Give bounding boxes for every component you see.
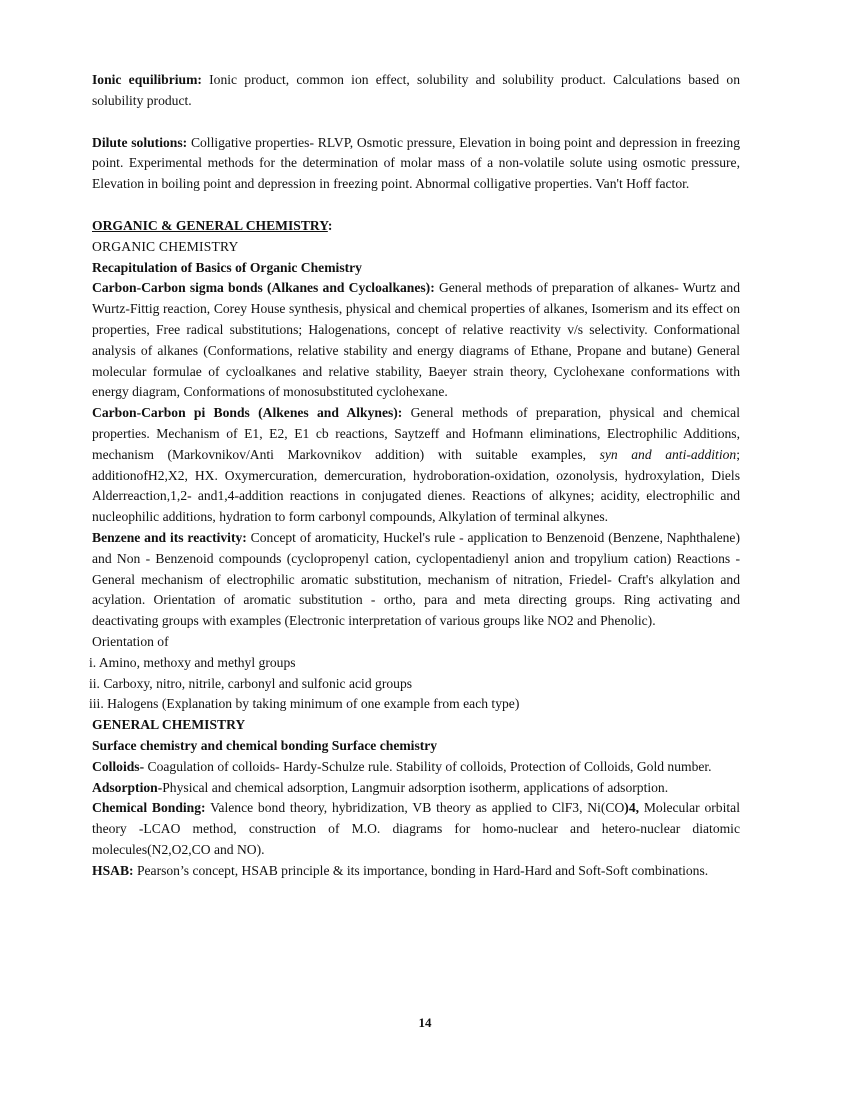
ionic-equilibrium-text: Ionic product, common ion effect, solubility and solubility product. Calculations based on solubility product. [92,72,741,108]
adsorption-text: Physical and chemical adsorption, Langmuir adsorption isotherm, applications of adsorption. [162,779,669,795]
orientation-of-line: Orientation of [92,633,169,649]
hsab-text: Pearson’s concept, HSAB principle & its importance, bonding in Hard-Hard and Soft-Soft combinations. [133,862,709,878]
chemical-bonding-label: Chemical Bonding: [92,800,206,816]
adsorption-label: Adsorption- [92,779,163,795]
chemical-bonding-text-b: Molecular orbital theory -LCAO method, construction of M.O. diagrams for homo-nuclear and hetero-nuclear diatomic molecules(N2,O2,CO and NO). [92,800,740,857]
organic-chemistry-heading: ORGANIC CHEMISTRY [92,238,239,254]
section-title: ORGANIC & GENERAL CHEMISTRY [92,217,328,233]
ionic-equilibrium-label: Ionic equilibrium: [92,72,202,87]
dilute-solutions-paragraph [92,133,740,195]
sigma-bonds-paragraph [92,278,740,403]
colloids-text: Coagulation of colloids- Hardy-Schulze rule. Stability of colloids, Protection of Colloids, Gold number. [144,758,712,774]
ionic-equilibrium-paragraph [92,70,740,112]
colloids-paragraph [92,757,740,778]
dilute-solutions-label: Dilute solutions: [92,134,188,150]
chemical-bonding-text-a: Valence bond theory, hybridization, VB theory as applied to ClF3, Ni(CO [205,800,625,816]
chemical-bonding-bold-mid: )4, [624,800,640,816]
benzene-label: Benzene and its reactivity: [92,529,247,545]
benzene-paragraph [92,528,740,632]
general-chemistry-heading: GENERAL CHEMISTRY [92,717,246,733]
pi-bonds-text-a: General methods of preparation, physical and chemical properties. Mechanism of E1, E2, E1 cb reactions, Saytzeff and Hofmann eliminations, Electrophilic Additions, mechanism (Markovnikov/Anti Markovnikov addition) with suitable examples, [92,405,740,462]
chemical-bonding-paragraph [92,798,740,860]
colloids-label: Colloids- [92,758,145,774]
pi-bonds-label: Carbon-Carbon pi Bonds (Alkenes and Alkynes): [92,405,403,421]
section-heading [92,216,740,237]
adsorption-paragraph [92,778,740,799]
hsab-paragraph [92,861,740,882]
section-colon: : [327,217,333,233]
document-page [89,70,741,881]
recap-heading: Recapitulation of Basics of Organic Chemistry [92,259,362,275]
orientation-item: ii. Carboxy, nitro, nitrile, carbonyl and sulfonic acid groups [89,675,413,691]
surface-chemistry-heading: Surface chemistry and chemical bonding Surface chemistry [92,737,438,753]
benzene-text: Concept of aromaticity, Huckel's rule - application to Benzenoid (Benzene, Naphthalene) and Non - Benzenoid compounds (cyclopropenyl cation, cyclopentadienyl anion and tropylium cation) Reactions - General mechanism of electrophilic aromatic substitution, mechanism of nitration, Friedel- Craft's alkylation and acylation. Orientation of aromatic substitution - ortho, para and meta directing groups. Ring activating and deactivating groups with examples (Electronic interpretation of various groups like NO2 and Phenolic). [92,529,740,629]
dilute-solutions-text: Colligative properties- RLVP, Osmotic pressure, Elevation in boing point and depression in freezing point. Experimental methods for the determination of molar mass of a non-volatile solute using osmotic pressure, Elevation in boiling point and depression in freezing point. Abnormal colligative properties. Van't Hoff factor. [92,134,741,192]
pi-bonds-text-b: ; additionofH2,X2, HX. Oxymercuration, demercuration, hydroboration-oxidation, ozonolysis, hydroxylation, Diels Alderreaction,1,2- and1,4-addition reactions in conjugated dienes. Reactions of alkynes; acidity, electrophilic and nucleophilic additions, hydration to form carbonyl compounds, Alkylation of terminal alkynes. [92,446,740,525]
hsab-label: HSAB: [92,862,134,878]
sigma-bonds-text: General methods of preparation of alkanes- Wurtz and Wurtz-Fittig reaction, Corey House synthesis, physical and chemical properties of alkanes, Isomerism and its effect on properties, Free radical substitutions; Halogenations, concept of relative reactivity v/s selectivity. Conformational analysis of alkanes (Conformations, relative stability and energy diagrams of Ethane, Propane and butane) General molecular formulae of cycloalkanes and relative stability, Baeyer strain theory, Cyclohexane conformations with energy diagram, Conformations of monosubstituted cyclohexane. [92,280,740,400]
page-number: 14 [418,1015,432,1030]
pi-bonds-italic: syn and anti-addition [599,446,737,462]
sigma-bonds-label: Carbon-Carbon sigma bonds (Alkanes and Cycloalkanes): [92,280,435,296]
pi-bonds-paragraph [92,403,740,528]
orientation-item: iii. Halogens (Explanation by taking minimum of one example from each type) [89,696,520,712]
orientation-item: i. Amino, methoxy and methyl groups [89,654,296,670]
